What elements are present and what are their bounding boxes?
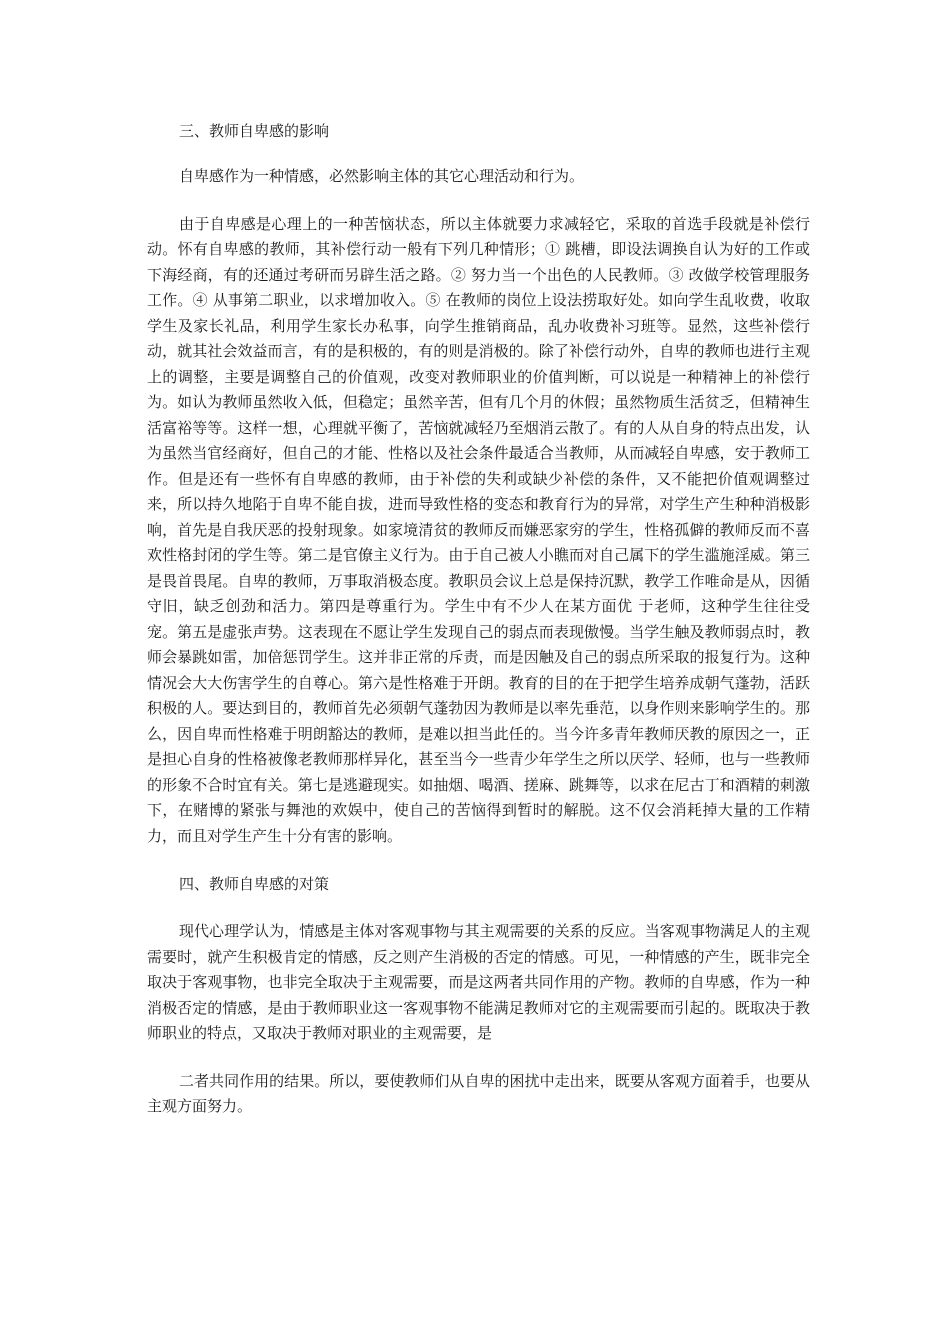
- section-4-body-paragraph-1: 现代心理学认为，情感是主体对客观事物与其主观需要的关系的反应。当客观事物满足人的主观需要时，就产生积极肯定的情感，反之则产生消极的否定的情感。可见，一种情感的产生，既非完全取决于客观事物，也非完全取决于主观需要，而是这两者共同作用的产物。教师的自卑感，作为一种消极否定的情感，是由于教师职业这一客观事物不能满足教师对它的主观需要而引起的。既取决于教师职业的特点，又取决于教师对职业的主观需要，是: [147, 922, 810, 1042]
- spacer: [147, 849, 810, 871]
- document-page: [147, 118, 810, 1120]
- spacer: [147, 144, 810, 164]
- section-4-body-paragraph-2: 二者共同作用的结果。所以，要使教师们从自卑的困扰中走出来，既要从客观方面着手，也要从主观方面努力。: [147, 1071, 810, 1115]
- section-3-body-paragraph: 由于自卑感是心理上的一种苦恼状态，所以主体就要力求减轻它，采取的首选手段就是补偿行动。怀有自卑感的教师，其补偿行动一般有下列几种情形；① 跳槽，即设法调换自认为好的工作或下海经商，有的还通过考研而另辟生活之路。② 努力当一个出色的人民教师。③ 改做学校管理服务工作。④ 从事第二职业，以求增加收入。⑤ 在教师的岗位上设法捞取好处。如向学生乱收费，收取学生及家长礼品，利用学生家长办私事，向学生推销商品，乱办收费补习班等。显然，这些补偿行动，就其社会效益而言，有的是积极的，有的则是消极的。除了补偿行动外，自卑的教师也进行主观上的调整，主要是调整自己的价值观，改变对教师职业的价值判断，可以说是一种精神上的补偿行为。如认为教师虽然收入低，但稳定；虽然辛苦，但有几个月的休假；虽然物质生活贫乏，但精神生活富裕等等。这样一想，心理就平衡了，苦恼就减轻乃至烟消云散了。有的人从自身的特点出发，认为虽然当官经商好，但自己的才能、性格以及社会条件最适合当教师，从而减轻自卑感，安于教师工作。但是还有一些怀有自卑感的教师，由于补偿的失利或缺少补偿的条件，又不能把价值观调整过来，所以持久地陷于自卑不能自拔，进而导致性格的变态和教育行为的异常，对学生产生种种消极影响，首先是自我厌恶的投射现象。如家境清贫的教师反而嫌恶家穷的学生，性格孤僻的教师反而不喜欢性格封闭的学生等。第二是官僚主义行为。由于自己被人小瞧而对自己属下的学生滥施淫威。第三是畏首畏尾。自卑的教师，万事取消极态度。教职员会议上总是保持沉默，教学工作唯命是从，因循守旧，缺乏创劲和活力。第四是尊重行为。学生中有不少人在某方面优 于老师，这种学生往往受宠。第五是虚张声势。这表现在不愿让学生发现自己的弱点而表现傲慢。当学生触及教师弱点时，教师会暴跳如雷，加倍惩罚学生。这并非正常的斥责，而是因触及自己的弱点所采取的报复行为。这种情况会大大伤害学生的自尊心。第六是性格难于开朗。教育的目的在于把学生培养成朝气蓬勃，活跃积极的人。要达到目的，教师首先必须朝气蓬勃因为教师是以率先垂范，以身作则来影响学生的。那么，因自卑而性格难于明朗豁达的教师，是难以担当此任的。当今许多青年教师厌教的原因之一，正是担心自身的性格被像老教师那样异化，甚至当今一些青少年学生之所以厌学、轻师，也与一些教师的形象不合时宜有关。第七是逃避现实。如抽烟、喝酒、搓麻、跳舞等，以求在尼古丁和酒精的刺激下，在赌博的紧张与舞池的欢娱中，使自己的苦恼得到暂时的解脱。这不仅会消耗掉大量的工作精力，而且对学生产生十分有害的影响。: [147, 214, 810, 845]
- section-4-heading: 四、教师自卑感的对策: [179, 875, 330, 893]
- spacer: [147, 897, 810, 919]
- section-3-intro-paragraph: 自卑感作为一种情感，必然影响主体的其它心理活动和行为。: [179, 167, 585, 185]
- spacer: [147, 1047, 810, 1069]
- spacer: [147, 190, 810, 212]
- section-3-heading: 三、教师自卑感的影响: [179, 122, 330, 140]
